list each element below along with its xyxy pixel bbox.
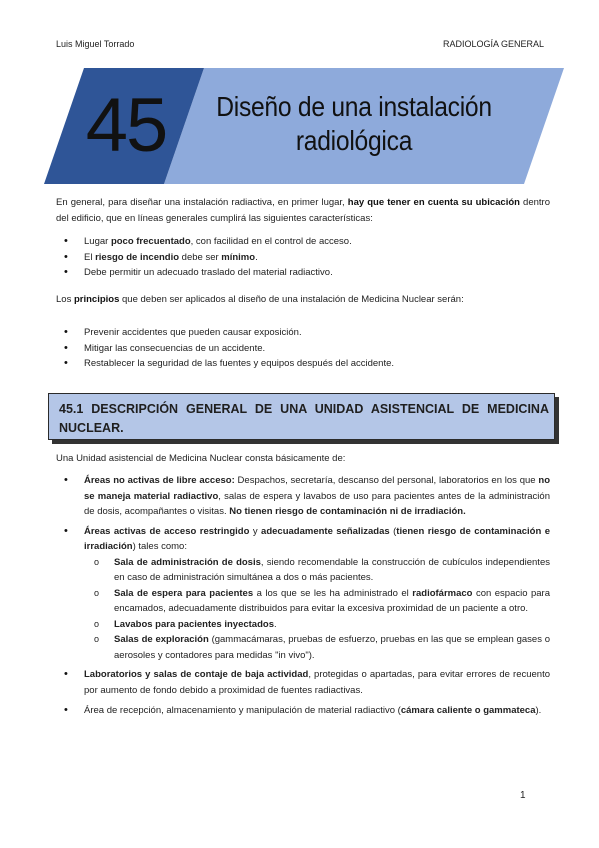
sub-list-item [92,586,550,617]
intro-paragraph [56,195,550,226]
bold-run: hay que tener en cuenta su ubicación [347,197,520,208]
bold-run: Áreas no activas de libre acceso: [84,475,235,486]
bold-run: principios [73,294,120,305]
chapter-title-line-2: radiológica [295,125,413,156]
text-run: , siendo recomendable la construcción de cubículos independientes en caso de administración simultánea a dos o más pacientes. [114,556,550,583]
text-run: Lugar [84,236,111,247]
bold-run: Lavabos para pacientes inyectados [114,618,274,630]
list-item [62,250,550,266]
chapter-title-line-1: Diseño de una instalación [216,91,492,122]
text-run: y [249,525,262,537]
bold-run: Salas de exploración [114,634,209,645]
principles-list [62,325,550,372]
bold-run: radiofármaco [412,587,473,599]
text-run: debe ser [179,251,222,263]
header-subject: RADIOLOGÍA GENERAL [442,39,544,49]
text-run: con espacio para encamados, adecuadamente distribuidos para evitar la excesiva proximidad de un paciente a otro. [114,587,550,614]
location-criteria-list [62,234,550,281]
header-author: Luis Miguel Torrado [56,39,135,49]
section-title: 45.1 DESCRIPCIÓN GENERAL DE UNA UNIDAD ASISTENCIAL DE MEDICINA NUCLEAR. [59,402,549,435]
text-run: Área de recepción, almacenamiento y manipulación de material radiactivo ( [84,705,401,716]
list-item [62,667,550,698]
principles-intro [56,292,550,308]
bold-run: riesgo de incendio [95,251,180,263]
sub-list-item [92,555,550,586]
text-run: (gammacámaras, pruebas de esfuerzo, pruebas en las que se emplean gases o aerosoles y contadores para medidas "in vivo"). [114,634,550,661]
list-item [62,703,550,719]
text-run: Los [56,294,74,305]
bold-run: tienen riesgo de contaminación e irradiación [84,525,550,552]
bold-run: cámara caliente o gammateca [400,705,536,716]
list-item [62,234,550,250]
text-run: . [273,618,277,630]
text-run: , con facilidad en el control de acceso. [190,236,352,247]
chapter-number: 45 [85,83,167,168]
page-number: 1 [520,790,526,801]
bold-run: Sala de espera para pacientes [114,587,254,599]
list-item [62,473,550,520]
text-run: , salas de espera y lavabos de uso para pacientes antes de la administración de dosis, acompañantes o visitas. [84,490,550,517]
bold-run: mínimo [221,251,256,263]
active-areas-sublist [92,555,550,664]
section-heading-box [48,393,555,440]
bold-run: Sala de administración de dosis [114,556,261,568]
bold-run: no se maneja material radiactivo [84,475,550,502]
text-run: ) tales como: [132,541,187,552]
list-item: • Restablecer la seguridad de las fuentes y equipos después del accidente. [62,356,550,372]
unit-lead: Una Unidad asistencial de Medicina Nuclear consta básicamente de: [56,453,346,464]
unit-components-list [62,473,550,719]
sub-list-item [92,632,550,663]
text-run: dentro del edificio, que en líneas generales cumplirá las siguientes características: [56,197,550,224]
text-run: El [84,251,96,263]
list-item [62,524,550,664]
text-run: ( [389,525,397,537]
text-run: a los que se les ha administrado el [253,587,413,599]
bold-run: Laboratorios y salas de contaje de baja actividad [84,669,309,680]
bold-run: poco frecuentado [110,236,191,247]
list-item [62,265,550,281]
text-run: ). [535,705,542,716]
sub-list-item [92,617,550,633]
list-item: • Mitigar las consecuencias de un accidente. [62,341,550,357]
list-item: • Prevenir accidentes que pueden causar exposición. [62,325,550,341]
text-run: En general, para diseñar una instalación radiactiva, en primer lugar, [56,197,348,208]
text-run: Debe permitir un adecuado traslado del material radiactivo. [84,267,333,278]
bold-run: No tienen riesgo de contaminación ni de irradiación. [229,506,466,517]
bold-run: Áreas activas de acceso restringido [84,525,250,537]
bold-run: adecuadamente señalizadas [261,525,390,537]
text-run: . [255,251,258,263]
text-run: que deben ser aplicados al diseño de una instalación de Medicina Nuclear serán: [119,294,464,305]
text-run: , protegidas o apartadas, para evitar errores de recuento por aumento de fondo debido a proximidad de fuentes radiactivas. [84,669,551,696]
chapter-title [204,90,503,158]
text-run: Despachos, secretaría, descanso del personal, laboratorios en los que [234,475,539,486]
chapter-banner [44,68,564,184]
